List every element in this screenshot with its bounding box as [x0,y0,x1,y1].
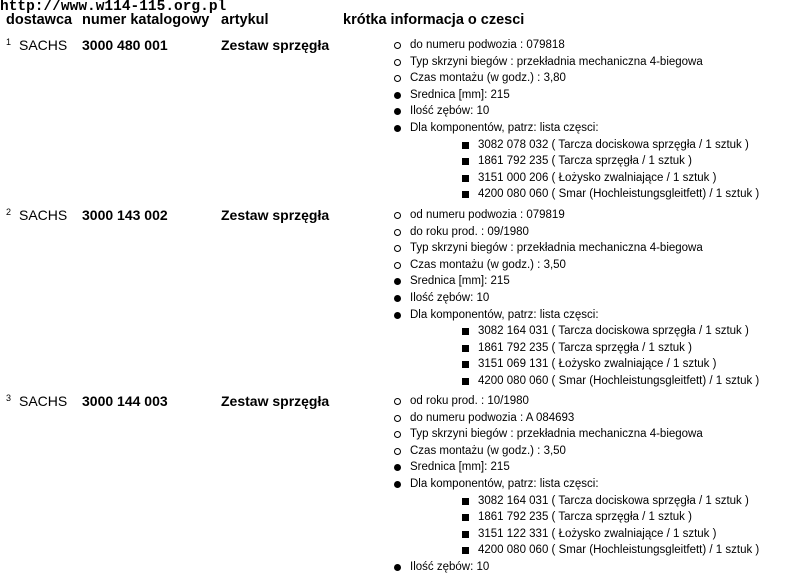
supplier-name: SACHS [19,207,68,223]
info-text: do numeru podwozia : 079818 [410,39,565,51]
info-text: od numeru podwozia : 079819 [410,209,565,221]
square-bullet-icon [462,158,469,165]
info-text: Ilość zębów: 10 [410,560,490,573]
info-text: Ilość zębów: 10 [410,291,490,304]
open-bullet-icon [394,431,401,438]
open-bullet-icon [394,262,401,269]
component-text: 4200 080 060 ( Smar (Hochleistungsgleitfett) / 1 sztuk ) [478,544,760,557]
component-text: 1861 792 235 ( Tarcza sprzęgła / 1 sztuk ) [478,341,692,354]
open-bullet-icon [394,415,401,422]
square-bullet-icon [462,328,469,335]
filled-bullet-icon [394,278,401,285]
info-text: Ilość zębów: 10 [410,105,490,118]
info-text: Srednica [mm]: 215 [410,461,510,474]
filled-bullet-icon [394,312,401,319]
component-text: 4200 080 060 ( Smar (Hochleistungsgleitfett) / 1 sztuk ) [478,374,760,387]
filled-bullet-icon [394,464,401,471]
square-bullet-icon [462,514,469,521]
component-text: 3082 164 031 ( Tarcza dociskowa sprzęgła / 1 sztuk ) [478,325,749,338]
entry-number: 2 [6,207,12,217]
open-bullet-icon [394,448,401,455]
article-name: Zestaw sprzęgła [221,207,330,223]
info-text: Typ skrzyni biegów : przekładnia mechaniczna 4-biegowa [410,242,703,255]
filled-bullet-icon [394,125,401,132]
open-bullet-icon [394,75,401,82]
component-text: 1861 792 235 ( Tarcza sprzęgła / 1 sztuk ) [478,155,692,168]
component-text: 3082 164 031 ( Tarcza dociskowa sprzęgła / 1 sztuk ) [478,494,749,507]
catalog-number: 3000 144 003 [82,393,168,409]
info-text: do numeru podwozia : A 084693 [410,411,575,424]
info-text: Czas montażu (w godz.) : 3,80 [410,72,566,85]
supplier-name: SACHS [19,37,68,53]
info-text: do roku prod. : 09/1980 [410,225,529,238]
open-bullet-icon [394,398,401,405]
entry-number: 1 [6,37,12,47]
info-text: od roku prod. : 10/1980 [410,395,529,407]
filled-bullet-icon [394,108,401,115]
square-bullet-icon [462,531,469,538]
info-text: Typ skrzyni biegów : przekładnia mechaniczna 4-biegowa [410,428,703,441]
open-bullet-icon [394,229,401,236]
info-text: Srednica [mm]: 215 [410,88,510,101]
component-text: 3151 000 206 ( Łożysko zwalniające / 1 sztuk ) [478,171,717,184]
header-info: krótka informacja o czesci [343,12,525,28]
header-catalog-number: numer katalogowy [82,12,210,28]
component-text: 3151 069 131 ( Łożysko zwalniające / 1 sztuk ) [478,358,717,371]
filled-bullet-icon [394,92,401,99]
square-bullet-icon [462,175,469,182]
entry-number: 3 [6,393,12,403]
header-article: artykul [221,12,269,28]
info-text: Czas montażu (w godz.) : 3,50 [410,258,566,271]
component-text: 4200 080 060 ( Smar (Hochleistungsgleitfett) / 1 sztuk ) [478,188,760,201]
square-bullet-icon [462,361,469,368]
component-text: 3151 122 331 ( Łożysko zwalniające / 1 sztuk ) [478,527,717,540]
square-bullet-icon [462,142,469,149]
info-text: Srednica [mm]: 215 [410,275,510,288]
info-text: Czas montażu (w godz.) : 3,50 [410,444,566,457]
filled-bullet-icon [394,564,401,571]
square-bullet-icon [462,547,469,554]
info-text: Dla komponentów, patrz: lista częsci: [410,308,599,321]
component-text: 3082 078 032 ( Tarcza dociskowa sprzęgła / 1 sztuk ) [478,138,749,151]
open-bullet-icon [394,59,401,66]
filled-bullet-icon [394,481,401,488]
supplier-name: SACHS [19,393,68,409]
info-text: Dla komponentów, patrz: lista częsci: [410,477,599,490]
site-url: http://www.w114-115.org.pl [0,0,227,15]
filled-bullet-icon [394,295,401,302]
article-name: Zestaw sprzęgła [221,393,330,409]
header-supplier: dostawca [6,12,73,28]
square-bullet-icon [462,191,469,198]
catalog-number: 3000 143 002 [82,207,168,223]
open-bullet-icon [394,42,401,49]
square-bullet-icon [462,378,469,385]
square-bullet-icon [462,345,469,352]
info-text: Dla komponentów, patrz: lista częsci: [410,121,599,134]
open-bullet-icon [394,245,401,252]
article-name: Zestaw sprzęgła [221,37,330,53]
catalog-number: 3000 480 001 [82,37,168,53]
square-bullet-icon [462,498,469,505]
info-text: Typ skrzyni biegów : przekładnia mechaniczna 4-biegowa [410,55,703,68]
open-bullet-icon [394,212,401,219]
component-text: 1861 792 235 ( Tarcza sprzęgła / 1 sztuk ) [478,511,692,524]
